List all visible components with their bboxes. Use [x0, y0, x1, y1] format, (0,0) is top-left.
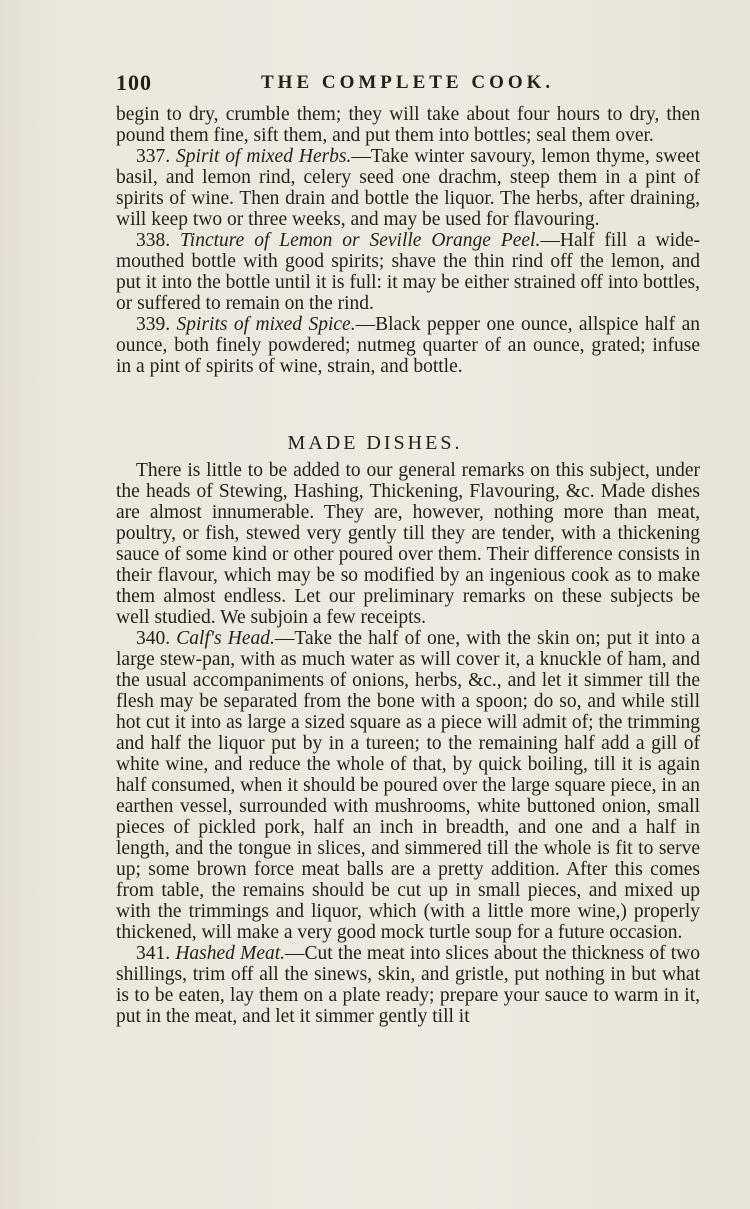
recipe-number: 338.	[136, 230, 171, 251]
recipe-337	[116, 146, 700, 230]
recipe-number: 337.	[136, 146, 171, 167]
recipe-340	[116, 628, 700, 943]
bottom-text-block	[116, 460, 700, 1027]
recipe-number: 341.	[136, 943, 171, 964]
recipe-number: 339.	[136, 314, 171, 335]
recipe-title: Tincture of Lemon or Seville Orange Peel.	[180, 230, 541, 251]
recipe-title: Spirits of mixed Spice.	[176, 314, 356, 335]
section-heading: MADE DISHES.	[287, 432, 463, 454]
recipe-title: Spirit of mixed Herbs.	[176, 146, 352, 167]
recipe-338	[116, 230, 700, 314]
page-number: 100	[116, 70, 152, 95]
intro-paragraph: There is little to be added to our general remarks on this subject, under the heads of Stewing, Hashing, Thickening, Flavouring, &c. Made dishes are almost innumerable. They are, however, nothing more than meat, poultry, or fish, stewed very gently till they are tender, with a thickening sauce of some kind or other poured over them. Their difference consists in their flavour, which may be so modified by an ingenious cook as to make them almost endless. Let our preliminary remarks on these subjects be well studied. We subjoin a few receipts.	[116, 460, 700, 628]
recipe-text: —Black pepper one ounce, allspice half an ounce, both finely powdered; nutmeg quarter of an ounce, grated; infuse in a pint of spirits of wine, strain, and bottle.	[116, 314, 701, 377]
top-text-block	[116, 104, 700, 377]
recipe-text: —Take winter savoury, lemon thyme, sweet basil, and lemon rind, celery seed one drachm, steep them in a pint of spirits of wine. Then drain and bottle the liquor. The herbs, after draining, will keep two or three weeks, and may be used for flavouring.	[116, 146, 701, 230]
recipe-title: Hashed Meat.	[175, 943, 286, 964]
recipe-339	[116, 314, 700, 377]
recipe-341	[116, 943, 700, 1027]
recipe-text: —Half fill a wide-mouthed bottle with good spirits; shave the thin rind off the lemon, and put it into the bottle until it is full: it may be either strained off into bottles, or suffered to remain on the rind.	[116, 230, 701, 314]
recipe-text: —Cut the meat into slices about the thickness of two shillings, trim off all the sinews, skin, and gristle, put nothing in but what is to be eaten, lay them on a plate ready; prepare your sauce to warm in it, put in the meat, and let it simmer gently till it	[116, 943, 701, 1027]
recipe-number: 340.	[136, 628, 171, 649]
continued-paragraph: begin to dry, crumble them; they will take about four hours to dry, then pound them fine, sift them, and put them into bottles; seal them over.	[116, 104, 700, 146]
recipe-text: —Take the half of one, with the skin on; put it into a large stew-pan, with as much water as will cover it, a knuckle of ham, and the usual accompaniments of onions, herbs, &c., and let it simmer till the flesh may be separated from the bone with a spoon; do so, and while still hot cut it into as large a sized square as a piece will admit of; the trimming and half the liquor put by in a tureen; to the remaining half add a gill of white wine, and reduce the whole of that, by quick boiling, till it is again half consumed, when it should be poured over the large square piece, in an earthen vessel, surrounded with mushrooms, white buttoned onion, small pieces of pickled pork, half an inch in breadth, and one and a half in length, and the tongue in slices, and simmered till the whole is fit to serve up; some brown force meat balls are a pretty addition. After this comes from table, the remains should be cut up in small pieces, and mixed up with the trimmings and liquor, which (with a little more wine,) properly thickened, will make a very good mock turtle soup for a future occasion.	[116, 628, 701, 943]
page-header	[116, 70, 700, 100]
running-title: THE COMPLETE COOK.	[261, 72, 555, 93]
recipe-title: Calf's Head.	[176, 628, 275, 649]
